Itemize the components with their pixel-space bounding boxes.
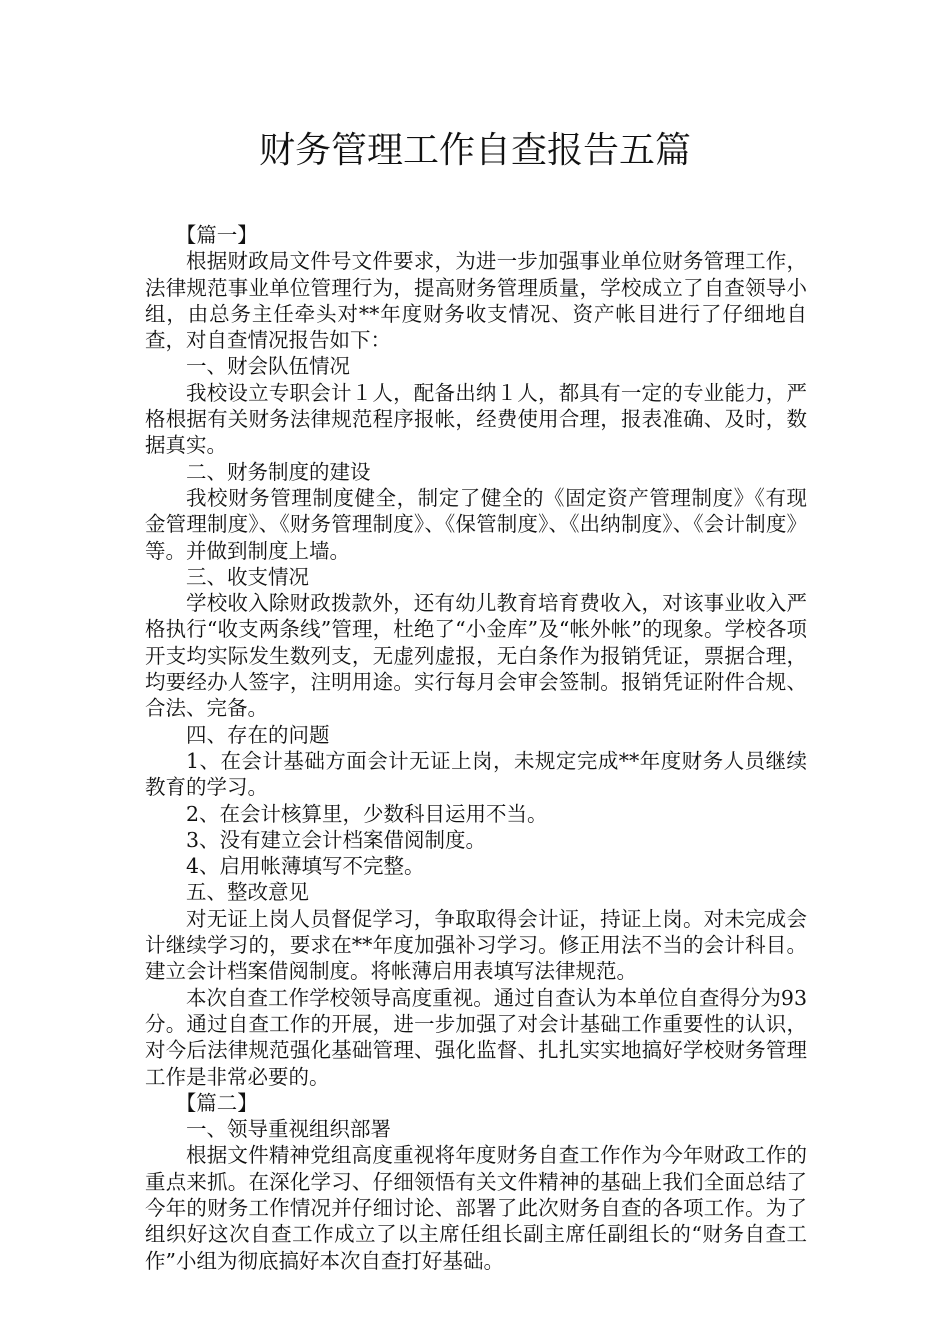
body-paragraph: 对无证上岗人员督促学习，争取取得会计证，持证上岗。对未完成会计继续学习的，要求在**年度加强补习学习。修正用法不当的会计科目。建立会计档案借阅制度。将帐薄启用表填写法律规范。 xyxy=(145,906,807,984)
section-heading: 四、存在的问题 xyxy=(186,722,330,747)
body-paragraph: 我校财务管理制度健全，制定了健全的《固定资产管理制度》《有现金管理制度》、《财务管理制度》、《保管制度》、《出纳制度》、《会计制度》等。并做到制度上墙。 xyxy=(145,485,807,563)
section-heading: 一、领导重视组织部署 xyxy=(186,1117,391,1142)
body-paragraph: 根据文件精神党组高度重视将年度财务自查工作作为今年财政工作的重点来抓。在深化学习、仔细领悟有关文件精神的基础上我们全面总结了今年的财务工作情况并仔细讨论、部署了此次财务自查的各项工作。为了组织好这次自查工作成立了以主席任组长副主席任副组长的“财务自查工作”小组为彻底搞好本次自查打好基础。 xyxy=(145,1143,807,1273)
body-paragraph: 4、启用帐薄填写不完整。 xyxy=(186,854,425,879)
body-paragraph: 我校设立专职会计１人，配备出纳１人，都具有一定的专业能力，严格根据有关财务法律规范程序报帐，经费使用合理，报表准确、及时，数据真实。 xyxy=(145,380,807,458)
body-paragraph: 2、在会计核算里，少数科目运用不当。 xyxy=(186,801,548,826)
body-paragraph: 根据财政局文件号文件要求，为进一步加强事业单位财务管理工作，法律规范事业单位管理行为，提高财务管理质量，学校成立了自查领导小组，由总务主任牵头对**年度财务收支情况、资产帐目进行了仔细地自查，对自查情况报告如下： xyxy=(145,249,807,353)
section-heading: 五、整改意见 xyxy=(186,880,309,905)
section-marker: 【篇一】 xyxy=(175,223,258,247)
section-heading: 一、财会队伍情况 xyxy=(186,354,350,379)
section-heading: 三、收支情况 xyxy=(186,564,309,589)
document-body xyxy=(145,222,807,1274)
body-paragraph: 本次自查工作学校领导高度重视。通过自查认为本单位自查得分为93分。通过自查工作的开展，进一步加强了对会计基础工作重要性的认识，对今后法律规范强化基础管理、强化监督、扎扎实实地搞好学校财务管理工作是非常必要的。 xyxy=(145,985,807,1089)
section-marker: 【篇二】 xyxy=(175,1090,258,1115)
body-paragraph: 学校收入除财政拨款外，还有幼儿教育培育费收入，对该事业收入严格执行“收支两条线”管理，杜绝了“小金库”及“帐外帐”的现象。学校各项开支均实际发生数列支，无虚列虚报，无白条作为报销凭证，票据合理，均要经办人签字，注明用途。实行每月会审会签制。报销凭证附件合规、合法、完备。 xyxy=(145,591,807,721)
body-paragraph: 3、没有建立会计档案借阅制度。 xyxy=(186,827,487,852)
section-heading: 二、财务制度的建设 xyxy=(186,459,371,484)
document-title: 财务管理工作自查报告五篇 xyxy=(258,130,691,171)
body-paragraph: 1、在会计基础方面会计无证上岗，未规定完成**年度财务人员继续教育的学习。 xyxy=(145,748,807,800)
